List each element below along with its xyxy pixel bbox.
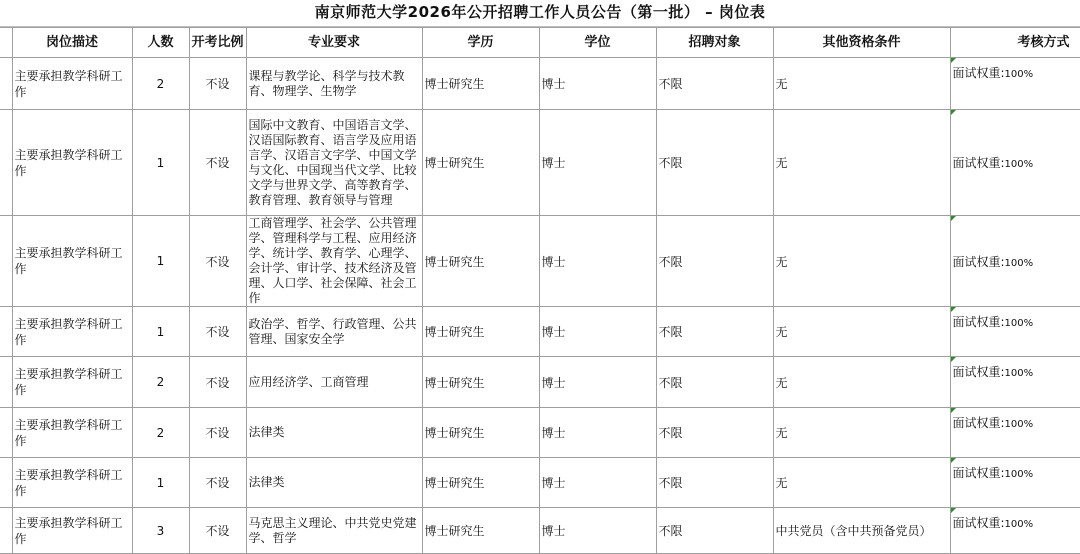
cell-ratio: 不设 [189, 357, 246, 408]
cell-desc: 主要承担教学科研工作 [12, 110, 132, 216]
cell-ratio: 不设 [189, 58, 246, 110]
cell-education: 博士研究生 [422, 307, 539, 357]
cell-count: 1 [132, 458, 189, 508]
exam-value: 100% [1004, 159, 1034, 170]
cell-other: 无 [773, 357, 950, 408]
cell-target: 不限 [656, 408, 773, 458]
cell-ratio: 不设 [189, 408, 246, 458]
header-row [0, 28, 1080, 58]
exam-value: 100% [1004, 318, 1034, 329]
cell-target: 不限 [656, 307, 773, 357]
exam-label: 面试权重: [952, 66, 1005, 80]
cell-exam [950, 110, 1080, 216]
table-row [0, 307, 1080, 357]
cell-target: 不限 [656, 110, 773, 216]
row-gutter [0, 307, 12, 357]
cell-other: 无 [773, 110, 950, 216]
cell-education: 博士研究生 [422, 408, 539, 458]
cell-other: 无 [773, 408, 950, 458]
exam-value: 100% [1004, 257, 1034, 269]
cell-education: 博士研究生 [422, 357, 539, 408]
cell-count: 1 [132, 110, 189, 216]
cell-degree: 博士 [539, 408, 656, 458]
cell-degree: 博士 [539, 216, 656, 307]
cell-other: 无 [773, 307, 950, 357]
header-education: 学历 [422, 28, 539, 58]
header-exam: 考核方式 [950, 28, 1080, 58]
cell-degree: 博士 [539, 110, 656, 216]
header-desc: 岗位描述 [12, 28, 132, 58]
cell-desc: 主要承担教学科研工作 [12, 458, 132, 508]
cell-target: 不限 [656, 216, 773, 307]
table-row [0, 408, 1080, 458]
cell-major: 国际中文教育、中国语言文学、汉语国际教育、语言学及应用语言学、汉语言文字学、中国文学与文化、中国现当代文学、比较文学与世界文学、高等教育学、教育管理、教育领导与管理 [246, 110, 422, 216]
cell-exam [950, 408, 1080, 458]
cell-education: 博士研究生 [422, 216, 539, 307]
cell-target: 不限 [656, 508, 773, 554]
row-gutter [0, 408, 12, 458]
cell-degree: 博士 [539, 508, 656, 554]
header-target: 招聘对象 [656, 28, 773, 58]
cell-ratio: 不设 [189, 307, 246, 357]
table-row [0, 216, 1080, 307]
exam-label: 面试权重: [952, 315, 1005, 329]
exam-value: 100% [1004, 368, 1034, 379]
header-major: 专业要求 [246, 28, 422, 58]
header-ratio: 开考比例 [189, 28, 246, 58]
cell-count: 1 [132, 307, 189, 357]
cell-exam [950, 357, 1080, 408]
exam-value: 100% [1004, 519, 1034, 530]
exam-label: 面试权重: [952, 466, 1005, 480]
cell-desc: 主要承担教学科研工作 [12, 408, 132, 458]
cell-major: 政治学、哲学、行政管理、公共管理、国家安全学 [246, 307, 422, 357]
cell-other: 无 [773, 458, 950, 508]
cell-target: 不限 [656, 58, 773, 110]
cell-desc: 主要承担教学科研工作 [12, 508, 132, 554]
cell-count: 2 [132, 357, 189, 408]
cell-other: 无 [773, 216, 950, 307]
row-gutter [0, 216, 12, 307]
cell-major: 应用经济学、工商管理 [246, 357, 422, 408]
row-gutter [0, 58, 12, 110]
cell-exam [950, 216, 1080, 307]
table-row [0, 110, 1080, 216]
cell-count: 3 [132, 508, 189, 554]
cell-degree: 博士 [539, 458, 656, 508]
cell-ratio: 不设 [189, 216, 246, 307]
cell-ratio: 不设 [189, 458, 246, 508]
exam-label: 面试权重: [952, 156, 1005, 170]
cell-exam [950, 58, 1080, 110]
cell-desc: 主要承担教学科研工作 [12, 58, 132, 110]
exam-value: 100% [1004, 69, 1034, 80]
exam-label: 面试权重: [952, 516, 1005, 530]
exam-label: 面试权重: [952, 416, 1005, 430]
cell-education: 博士研究生 [422, 458, 539, 508]
cell-major: 课程与教学论、科学与技术教育、物理学、生物学 [246, 58, 422, 110]
exam-value: 100% [1004, 469, 1034, 480]
table-row [0, 458, 1080, 508]
table-row [0, 357, 1080, 408]
header-degree: 学位 [539, 28, 656, 58]
table-title: 南京师范大学2026年公开招聘工作人员公告（第一批） – 岗位表 [0, 0, 1080, 27]
cell-ratio: 不设 [189, 508, 246, 554]
row-gutter [0, 458, 12, 508]
cell-target: 不限 [656, 458, 773, 508]
header-other: 其他资格条件 [773, 28, 950, 58]
cell-desc: 主要承担教学科研工作 [12, 307, 132, 357]
header-count: 人数 [132, 28, 189, 58]
cell-count: 2 [132, 58, 189, 110]
exam-label: 面试权重: [952, 254, 1005, 269]
cell-education: 博士研究生 [422, 110, 539, 216]
row-gutter-header [0, 28, 12, 58]
cell-major: 工商管理学、社会学、公共管理学、管理科学与工程、应用经济学、统计学、教育学、心理学、会计学、审计学、技术经济及管理、人口学、社会保障、社会工作 [246, 216, 422, 307]
cell-exam [950, 458, 1080, 508]
cell-other: 中共党员（含中共预备党员） [773, 508, 950, 554]
table-row [0, 508, 1080, 554]
table-row [0, 58, 1080, 110]
cell-exam [950, 307, 1080, 357]
row-gutter [0, 357, 12, 408]
cell-major: 法律类 [246, 458, 422, 508]
exam-label: 面试权重: [952, 365, 1005, 379]
cell-target: 不限 [656, 357, 773, 408]
cell-education: 博士研究生 [422, 508, 539, 554]
cell-exam [950, 508, 1080, 554]
cell-degree: 博士 [539, 307, 656, 357]
cell-count: 2 [132, 408, 189, 458]
cell-major: 法律类 [246, 408, 422, 458]
row-gutter [0, 508, 12, 554]
exam-value: 100% [1004, 419, 1034, 430]
cell-degree: 博士 [539, 357, 656, 408]
positions-table [0, 27, 1080, 554]
cell-major: 马克思主义理论、中共党史党建学、哲学 [246, 508, 422, 554]
cell-desc: 主要承担教学科研工作 [12, 216, 132, 307]
row-gutter [0, 110, 12, 216]
cell-other: 无 [773, 58, 950, 110]
cell-desc: 主要承担教学科研工作 [12, 357, 132, 408]
cell-education: 博士研究生 [422, 58, 539, 110]
cell-degree: 博士 [539, 58, 656, 110]
cell-count: 1 [132, 216, 189, 307]
cell-ratio: 不设 [189, 110, 246, 216]
